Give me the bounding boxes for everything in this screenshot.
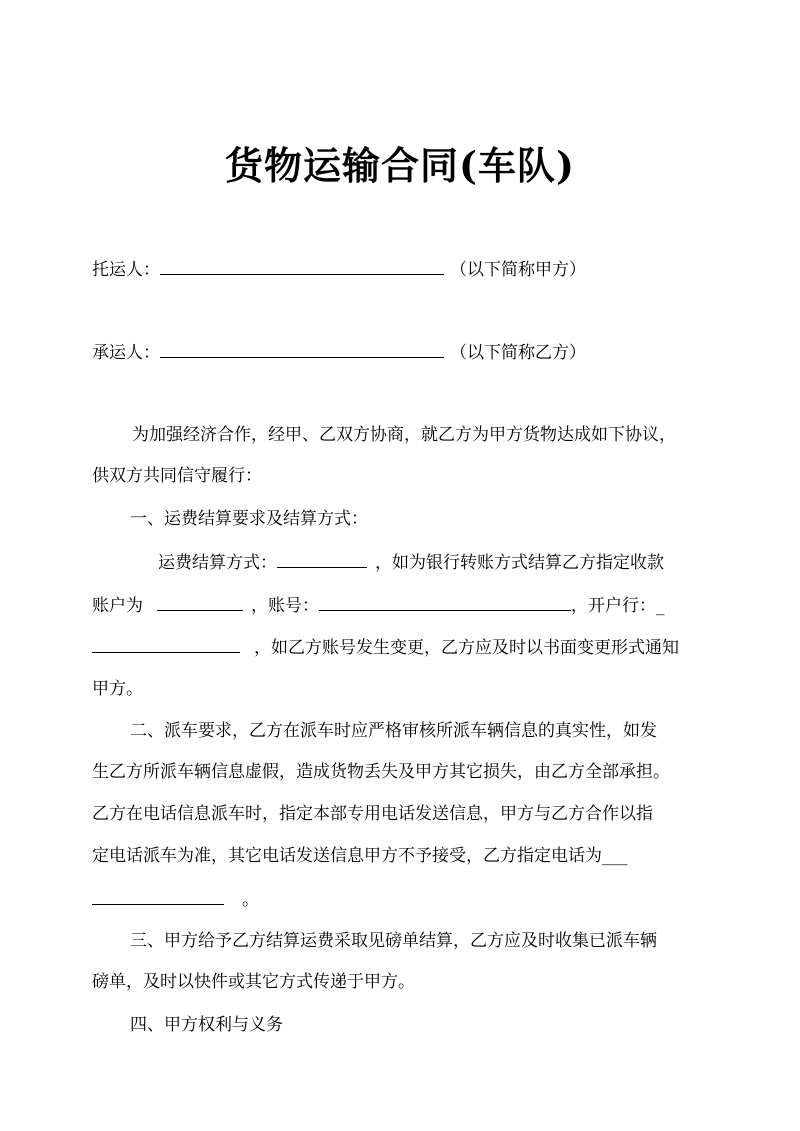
section3-line-1: 三、甲方给予乙方结算运费采取见磅单结算，乙方应及时收集已派车辆 (130, 931, 657, 951)
section3-line-2: 磅单，及时以快件或其它方式传递于甲方。 (92, 972, 415, 992)
settlement-method-text: ，如为银行转账方式结算乙方指定收款 (375, 553, 664, 573)
intro-line-2: 供双方共同信守履行： (92, 466, 262, 486)
bank-blank[interactable] (92, 634, 240, 653)
section1-line-2 (92, 592, 665, 618)
section2-line-1: 二、派车要求，乙方在派车时应严格审核所派车辆信息的真实性，如发 (130, 721, 657, 741)
carrier-blank[interactable] (160, 339, 444, 358)
settlement-method-blank[interactable] (277, 549, 367, 568)
account-holder-blank[interactable] (157, 592, 243, 611)
shipper-blank[interactable] (160, 256, 444, 275)
carrier-note: （以下简称乙方） (450, 343, 586, 363)
section2-period: 。 (242, 890, 259, 910)
carrier-label: 承运人： (92, 343, 160, 363)
shipper-note: （以下简称甲方） (450, 260, 586, 280)
account-holder-label: 账户为 (92, 596, 143, 616)
shipper-line (92, 256, 586, 282)
bank-label: ，开户行：_ (571, 596, 665, 616)
section1-line-4: 甲方。 (92, 679, 143, 699)
section1-line-3 (92, 634, 679, 660)
account-number-label: ，账号： (251, 596, 319, 616)
account-change-text: ，如乙方账号发生变更，乙方应及时以书面变更形式通知 (254, 638, 679, 658)
section2-line-5 (92, 886, 259, 912)
section1-heading: 一、运费结算要求及结算方式： (130, 509, 368, 529)
page-title: 货物运输合同(车队) (225, 143, 575, 188)
section1-line-1 (158, 549, 664, 575)
phone-blank[interactable] (92, 886, 224, 905)
account-number-blank[interactable] (319, 592, 571, 611)
section2-line-2: 生乙方所派车辆信息虚假，造成货物丢失及甲方其它损失，由乙方全部承担。 (92, 762, 670, 782)
section4-heading: 四、甲方权利与义务 (130, 1015, 283, 1035)
section2-line-4: 定电话派车为准，其它电话发送信息甲方不予接受，乙方指定电话为___ (92, 846, 628, 866)
section2-line-3: 乙方在电话信息派车时，指定本部专用电话发送信息，甲方与乙方合作以指 (92, 804, 653, 824)
shipper-label: 托运人： (92, 260, 160, 280)
intro-line-1: 为加强经济合作，经甲、乙双方协商，就乙方为甲方货物达成如下协议， (132, 425, 676, 445)
settlement-method-label: 运费结算方式： (158, 553, 277, 573)
carrier-line (92, 339, 586, 365)
